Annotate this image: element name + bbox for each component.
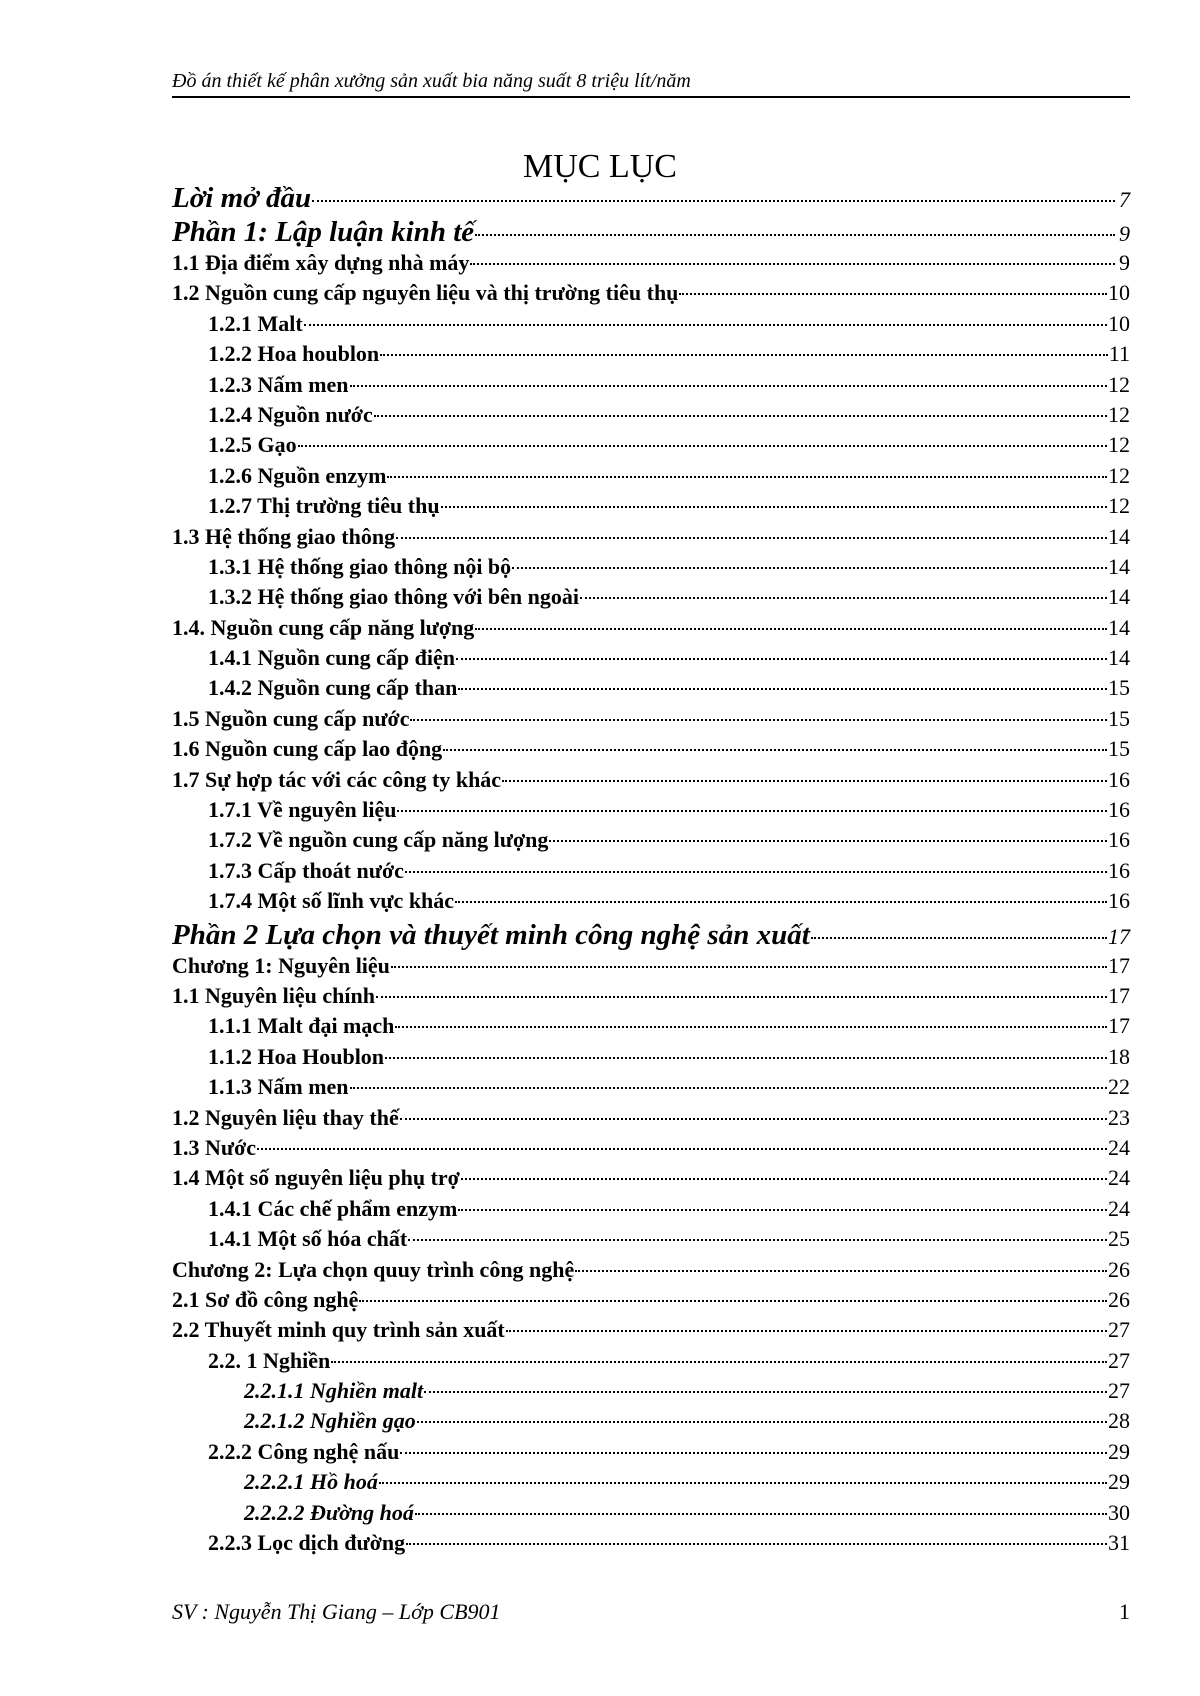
toc-entry[interactable] [172, 1469, 1130, 1499]
toc-entry-page: 26 [1108, 1256, 1130, 1282]
toc-entry-page: 17 [1108, 923, 1130, 949]
toc-entry[interactable] [172, 463, 1130, 493]
toc-leader-dots [350, 385, 1107, 387]
toc-leader-dots [461, 1178, 1107, 1180]
toc-entry[interactable] [172, 888, 1130, 918]
page-footer [172, 1599, 1130, 1625]
toc-entry-label: 2.2.1.1 Nghiền malt [244, 1378, 424, 1404]
toc-entry[interactable] [172, 182, 1130, 216]
toc-leader-dots [376, 996, 1107, 998]
toc-entry[interactable] [172, 983, 1130, 1013]
toc-entry[interactable] [172, 584, 1130, 614]
toc-entry-page: 11 [1108, 341, 1130, 367]
toc-entry[interactable] [172, 645, 1130, 675]
toc-entry-page: 7 [1119, 187, 1130, 212]
toc-leader-dots [580, 597, 1107, 599]
toc-entry-page: 16 [1108, 797, 1130, 823]
toc-leader-dots [441, 506, 1107, 508]
toc-entry[interactable] [172, 432, 1130, 462]
toc-leader-dots [298, 445, 1107, 447]
toc-entry-page: 16 [1108, 766, 1130, 792]
toc-leader-dots [400, 1452, 1107, 1454]
toc-entry[interactable] [172, 1530, 1130, 1560]
toc-entry-page: 9 [1119, 221, 1130, 246]
toc-entry-label: 1.3 Hệ thống giao thông [172, 523, 396, 549]
toc-entry-page: 31 [1108, 1530, 1130, 1556]
toc-entry-page: 28 [1108, 1408, 1130, 1434]
toc-entry-label: 2.2. 1 Nghiền [208, 1347, 331, 1373]
toc-entry-label: 2.2 Thuyết minh quy trình sản xuất [172, 1317, 505, 1343]
toc-entry[interactable] [172, 372, 1130, 402]
toc-entry[interactable] [172, 216, 1130, 250]
toc-entry-label: 1.2.6 Nguồn enzym [208, 462, 387, 488]
toc-leader-dots [374, 415, 1107, 417]
toc-entry-label: 1.7.1 Về nguyên liệu [208, 797, 397, 823]
toc-entry-label: 1.4. Nguồn cung cấp năng lượng [172, 614, 475, 640]
toc-entry-page: 14 [1108, 553, 1130, 579]
toc-entry-label: 1.2.4 Nguồn nước [208, 401, 373, 427]
toc-entry[interactable] [172, 615, 1130, 645]
toc-entry-label: 2.2.2.2 Đường hoá [244, 1499, 414, 1525]
toc-entry-page: 15 [1108, 705, 1130, 731]
toc-leader-dots [475, 234, 1115, 236]
toc-entry-label: 1.4.1 Nguồn cung cấp điện [208, 645, 455, 671]
toc-entry[interactable] [172, 250, 1130, 280]
toc-entry-page: 15 [1108, 675, 1130, 701]
toc-entry-page: 29 [1108, 1438, 1130, 1464]
toc-entry[interactable] [172, 767, 1130, 797]
toc-entry-page: 26 [1108, 1286, 1130, 1312]
toc-entry[interactable] [172, 1287, 1130, 1317]
toc-entry[interactable] [172, 311, 1130, 341]
toc-entry[interactable] [172, 1439, 1130, 1469]
toc-leader-dots [458, 688, 1107, 690]
toc-entry-page: 17 [1108, 982, 1130, 1008]
toc-entry-label: 2.2.1.2 Nghiền gạo [244, 1408, 416, 1434]
toc-entry-page: 24 [1108, 1165, 1130, 1191]
toc-leader-dots [408, 1239, 1107, 1241]
toc-leader-dots [506, 1330, 1107, 1332]
toc-entry-label: 2.2.2.1 Hồ hoá [244, 1469, 378, 1495]
toc-entry[interactable] [172, 1074, 1130, 1104]
toc-entry-page: 18 [1108, 1043, 1130, 1069]
header-text: Đồ án thiết kế phân xưởng sản xuất bia năng suất 8 triệu lít/năm [172, 70, 691, 92]
toc-entry[interactable] [172, 1317, 1130, 1347]
page-title: MỤC LỤC [523, 147, 677, 185]
toc-leader-dots [575, 1270, 1107, 1272]
toc-entry-label: 1.2.3 Nấm men [208, 371, 349, 397]
toc-entry[interactable] [172, 1044, 1130, 1074]
toc-entry-page: 14 [1108, 614, 1130, 640]
toc-entry[interactable] [172, 1226, 1130, 1256]
toc-leader-dots [257, 1148, 1107, 1150]
toc-leader-dots [312, 200, 1115, 202]
toc-leader-dots [424, 1391, 1107, 1393]
toc-entry[interactable] [172, 706, 1130, 736]
toc-entry-page: 30 [1108, 1499, 1130, 1525]
toc-entry[interactable] [172, 524, 1130, 554]
toc-entry-label: Phần 2 Lựa chọn và thuyết minh công nghệ sản xuất [172, 918, 810, 951]
toc-entry-label: 1.2.5 Gạo [208, 432, 297, 458]
toc-entry-label: Phần 1: Lập luận kinh tế [172, 216, 475, 248]
toc-entry[interactable] [172, 1408, 1130, 1438]
toc-leader-dots [417, 1421, 1107, 1423]
toc-entry-label: 1.1 Nguyên liệu chính [172, 982, 375, 1008]
toc-leader-dots [549, 840, 1107, 842]
toc-entry[interactable] [172, 736, 1130, 766]
toc-entry-label: 1.1.2 Hoa Houblon [208, 1043, 385, 1069]
toc-entry-label: 1.4.2 Nguồn cung cấp than [208, 675, 458, 701]
toc-entry-page: 14 [1108, 645, 1130, 671]
toc-entry-page: 17 [1108, 1013, 1130, 1039]
toc-entry-page: 25 [1108, 1226, 1130, 1252]
toc-entry[interactable] [172, 919, 1130, 953]
toc-leader-dots [359, 1300, 1107, 1302]
toc-entry[interactable] [172, 280, 1130, 310]
toc-entry[interactable] [172, 1135, 1130, 1165]
toc-entry-label: 1.7.2 Về nguồn cung cấp năng lượng [208, 827, 549, 853]
toc-entry-page: 15 [1108, 736, 1130, 762]
toc-leader-dots [405, 871, 1107, 873]
toc-leader-dots [387, 476, 1107, 478]
toc-entry-label: 1.5 Nguồn cung cấp nước [172, 705, 410, 731]
toc-entry-label: 1.4 Một số nguyên liệu phụ trợ [172, 1165, 460, 1191]
toc-entry-label: 1.2.2 Hoa houblon [208, 341, 380, 367]
toc-entry[interactable] [172, 858, 1130, 888]
toc-entry-label: Lời mở đầu [172, 182, 312, 214]
footer-author: SV : Nguyễn Thị Giang – Lớp CB901 [172, 1599, 501, 1624]
toc-entry-label: Chương 1: Nguyên liệu [172, 952, 390, 978]
table-of-contents [172, 182, 1130, 1560]
toc-entry-page: 12 [1108, 462, 1130, 488]
toc-leader-dots [410, 719, 1107, 721]
toc-leader-dots [304, 324, 1107, 326]
toc-entry[interactable] [172, 1105, 1130, 1135]
toc-entry-label: 1.1 Địa điểm xây dựng nhà máy [172, 250, 470, 275]
toc-entry-page: 24 [1108, 1134, 1130, 1160]
toc-entry-label: 1.1.1 Malt đại mạch [208, 1013, 395, 1039]
toc-leader-dots [811, 937, 1107, 939]
toc-leader-dots [385, 1057, 1107, 1059]
toc-entry-page: 23 [1108, 1104, 1130, 1130]
toc-leader-dots [396, 537, 1107, 539]
toc-entry-label: Chương 2: Lựa chọn quuy trình công nghệ [172, 1256, 575, 1282]
toc-entry-page: 27 [1108, 1347, 1130, 1373]
toc-leader-dots [512, 567, 1107, 569]
toc-entry-page: 24 [1108, 1195, 1130, 1221]
toc-entry[interactable] [172, 402, 1130, 432]
toc-entry[interactable] [172, 554, 1130, 584]
toc-entry[interactable] [172, 1165, 1130, 1195]
toc-leader-dots [391, 966, 1107, 968]
toc-leader-dots [380, 354, 1108, 356]
toc-entry-page: 16 [1108, 857, 1130, 883]
toc-leader-dots [406, 1543, 1107, 1545]
page-number: 1 [1119, 1599, 1130, 1624]
toc-entry-page: 22 [1108, 1074, 1130, 1100]
toc-entry-page: 10 [1108, 310, 1130, 336]
toc-entry-page: 17 [1108, 952, 1130, 978]
toc-entry-page: 14 [1108, 523, 1130, 549]
toc-entry[interactable] [172, 675, 1130, 705]
toc-entry-label: 1.2 Nguyên liệu thay thế [172, 1104, 399, 1130]
toc-entry[interactable] [172, 1378, 1130, 1408]
toc-leader-dots [400, 1118, 1107, 1120]
toc-entry-label: 1.3.2 Hệ thống giao thông với bên ngoài [208, 584, 579, 610]
toc-entry[interactable] [172, 953, 1130, 983]
toc-entry[interactable] [172, 493, 1130, 523]
toc-entry-label: 1.6 Nguồn cung cấp lao động [172, 736, 443, 762]
toc-entry-page: 29 [1108, 1469, 1130, 1495]
toc-entry-page: 10 [1108, 280, 1130, 306]
toc-entry-page: 12 [1108, 432, 1130, 458]
toc-entry[interactable] [172, 827, 1130, 857]
toc-leader-dots [331, 1361, 1107, 1363]
toc-leader-dots [379, 1482, 1107, 1484]
toc-entry[interactable] [172, 1013, 1130, 1043]
toc-entry-label: 2.1 Sơ đồ công nghệ [172, 1286, 359, 1312]
toc-entry-label: 1.2.7 Thị trường tiêu thụ [208, 493, 440, 519]
toc-leader-dots [443, 749, 1107, 751]
toc-entry-label: 2.2.3 Lọc dịch đường [208, 1530, 406, 1556]
toc-entry-label: 1.7.3 Cấp thoát nước [208, 857, 404, 883]
toc-entry[interactable] [172, 1196, 1130, 1226]
toc-entry-page: 12 [1108, 401, 1130, 427]
toc-entry-page: 14 [1108, 584, 1130, 610]
toc-leader-dots [455, 901, 1107, 903]
toc-leader-dots [456, 658, 1107, 660]
toc-entry-label: 1.3 Nước [172, 1134, 257, 1160]
toc-leader-dots [470, 263, 1115, 265]
toc-leader-dots [395, 1026, 1107, 1028]
toc-entry-label: 1.2 Nguồn cung cấp nguyên liệu và thị trường tiêu thụ [172, 280, 679, 306]
toc-entry-label: 1.4.1 Các chế phẩm enzym [208, 1195, 458, 1221]
toc-leader-dots [397, 810, 1107, 812]
toc-leader-dots [502, 780, 1107, 782]
toc-entry-page: 27 [1108, 1317, 1130, 1343]
toc-leader-dots [458, 1209, 1107, 1211]
toc-entry[interactable] [172, 797, 1130, 827]
toc-entry-label: 1.7.4 Một số lĩnh vực khác [208, 888, 455, 914]
toc-entry-label: 1.7 Sự hợp tác với các công ty khác [172, 766, 502, 792]
toc-leader-dots [679, 293, 1107, 295]
toc-leader-dots [415, 1513, 1107, 1515]
toc-entry-page: 12 [1108, 493, 1130, 519]
toc-entry-page: 9 [1119, 250, 1130, 275]
toc-entry[interactable] [172, 1257, 1130, 1287]
toc-entry-label: 1.2.1 Malt [208, 310, 303, 336]
toc-entry-page: 16 [1108, 827, 1130, 853]
toc-entry-label: 1.1.3 Nấm men [208, 1074, 349, 1100]
toc-entry-page: 27 [1108, 1378, 1130, 1404]
toc-leader-dots [475, 628, 1107, 630]
toc-entry[interactable] [172, 341, 1130, 371]
toc-entry-page: 12 [1108, 371, 1130, 397]
toc-entry[interactable] [172, 1348, 1130, 1378]
page-header [172, 68, 1130, 98]
toc-entry-label: 1.4.1 Một số hóa chất [208, 1226, 408, 1252]
toc-entry-label: 1.3.1 Hệ thống giao thông nội bộ [208, 553, 512, 579]
toc-leader-dots [350, 1087, 1107, 1089]
toc-entry[interactable] [172, 1500, 1130, 1530]
toc-entry-label: 2.2.2 Công nghệ nấu [208, 1438, 400, 1464]
toc-entry-page: 16 [1108, 888, 1130, 914]
